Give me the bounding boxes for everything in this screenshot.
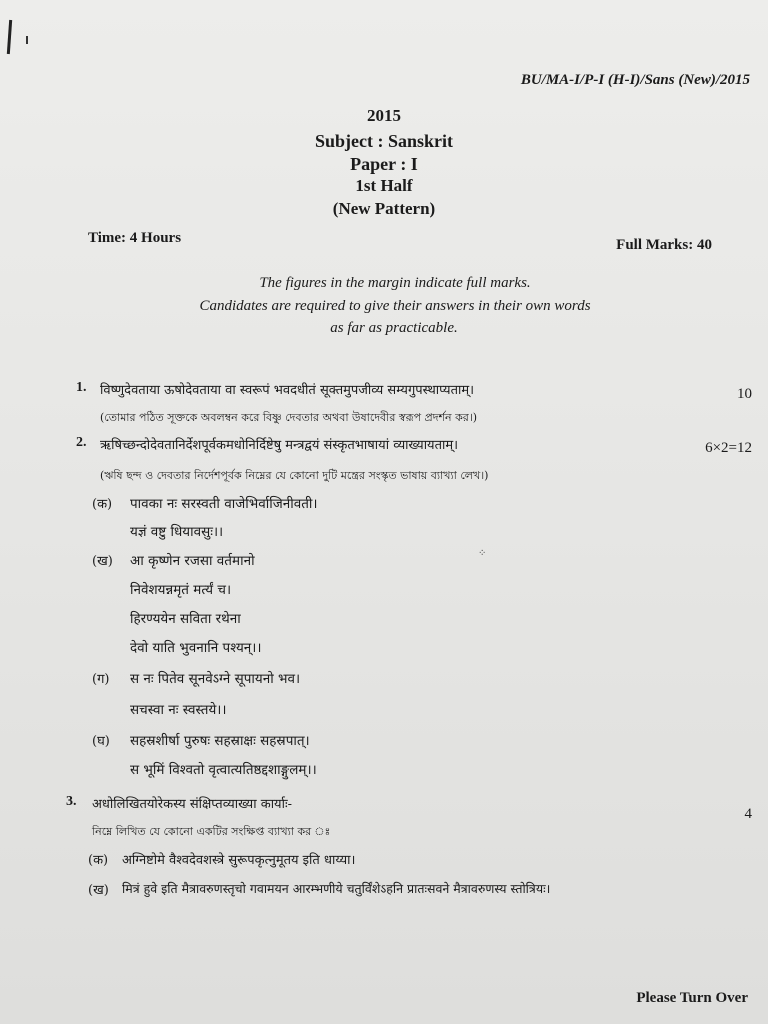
margin-mark	[7, 20, 12, 54]
part-label: (ख)	[92, 554, 113, 569]
paper-half: 1st Half	[355, 176, 413, 195]
instruction-line: The figures in the margin indicate full marks.	[259, 275, 531, 291]
question-marks: 10	[737, 386, 752, 402]
question-text: ऋषिच्छन्दोदेवतानिर्देशपूर्वकमधोनिर्दिष्टेषु मन्त्रद्वयं संस्कृतभाषायां व्याख्यायताम्।	[100, 438, 459, 453]
margin-mark	[26, 36, 28, 44]
please-turn-over: Please Turn Over	[636, 990, 748, 1006]
mantra-line: सचस्वा नः स्वस्तये।।	[130, 702, 227, 718]
part-label: (क)	[88, 853, 109, 868]
part-label: (ख)	[88, 883, 109, 898]
mantra-line: यज्ञं वष्टु धियावसुः।।	[130, 524, 224, 540]
mantra-line: निवेशयन्नमृतं मर्त्यं च।	[130, 582, 232, 598]
ink-speck: ⁘	[478, 548, 487, 559]
subject-title: Subject : Sanskrit	[314, 131, 453, 151]
question-translation: (ঋষি ছন্দ ও দেবতার নির্দেশপূর্বক নিম্নের যে কোনো দুটি মন্ত্রের সংস্কৃত ভাষায় ব্যাখ্যা লেখ।)	[100, 469, 489, 482]
mantra-line: स नः पितेव सूनवेऽग्ने सूपायनो भव।	[130, 671, 301, 687]
question-marks: 6×2=12	[705, 440, 752, 456]
time-allowed: Time: 4 Hours	[88, 230, 182, 246]
question-number: 3.	[66, 794, 77, 809]
question-translation: (তোমার পঠিত সূক্তকে অবলম্বন করে বিষ্ণু দেবতার অথবা উষাদেবীর স্বরূপ প্রদর্শন কর।)	[100, 411, 478, 424]
mantra-line: आ कृष्णेन रजसा वर्तमानो	[130, 553, 255, 569]
question-number: 1.	[76, 380, 87, 395]
part-label: (ग)	[92, 672, 110, 687]
exam-year: 2015	[367, 106, 401, 125]
part-label: (घ)	[92, 734, 110, 749]
question-text: विष्णुदेवताया ऊषोदेवताया वा स्वरूपं भवदधीतं सूक्तमुपजीव्य सम्यगुपस्थाप्यताम्।	[100, 383, 475, 398]
question-number: 2.	[76, 435, 87, 450]
instruction-line: Candidates are required to give their answers in their own words	[199, 298, 591, 314]
question-marks: 4	[744, 806, 752, 822]
passage-text: मित्रं हुवे इति मैत्रावरुणस्तृचो गवामयन आरम्भणीये चतुर्विंशेऽहनि प्रातःसवने मैत्रावरुणस्य स्तोत्रियः।	[122, 881, 551, 896]
question-translation: নিম্নে লিখিত যে কোনো একটির সংক্ষিপ্ত ব্যাখ্যা কর ঃ	[92, 825, 331, 838]
mantra-line: स भूमिं विश्वतो वृत्वात्यतिष्ठद्दशाङ्गुलम्।।	[130, 762, 317, 778]
full-marks: Full Marks: 40	[616, 237, 712, 253]
paper-code: BU/MA-I/P-I (H-I)/Sans (New)/2015	[520, 72, 750, 88]
mantra-line: हिरण्ययेन सविता रथेना	[130, 611, 241, 627]
question-text: अधोलिखितयोरेकस्य संक्षिप्तव्याख्या कार्याः-	[92, 797, 292, 812]
mantra-line: सहस्रशीर्षा पुरुषः सहस्राक्षः सहस्रपात्।	[130, 733, 310, 749]
instruction-line: as far as practicable.	[330, 320, 458, 336]
passage-text: अग्निष्टोमे वैश्वदेवशस्त्रे सुरूपकृत्नुमूतय इति धाय्या।	[122, 853, 356, 868]
mantra-line: देवो याति भुवनानि पश्यन्।।	[130, 640, 262, 656]
paper-pattern: (New Pattern)	[332, 199, 436, 218]
part-label: (क)	[92, 497, 113, 512]
paper-number: Paper : I	[350, 154, 418, 174]
mantra-line: पावका नः सरस्वती वाजेभिर्वाजिनीवती।	[130, 496, 318, 512]
